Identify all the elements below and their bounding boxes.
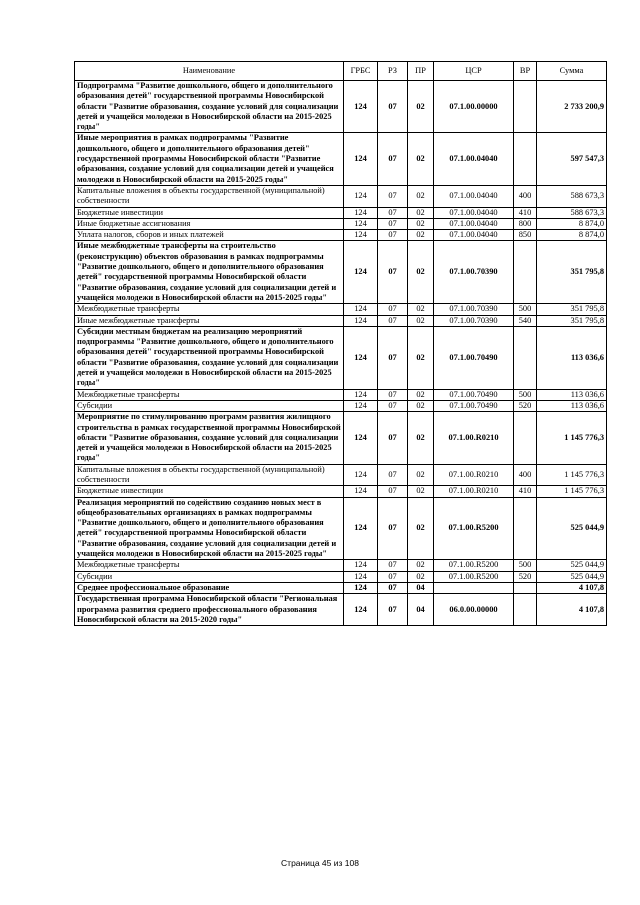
column-header-rz: РЗ: [378, 62, 408, 81]
cell-grbs: 124: [344, 594, 378, 626]
cell-rz: 07: [378, 230, 408, 241]
table-row: [75, 497, 607, 560]
cell-name: Капитальные вложения в объекты государственной (муниципальной) собственности: [75, 185, 344, 207]
table-row: [75, 207, 607, 218]
cell-csr: 07.1.00.R0210: [434, 464, 514, 486]
cell-rz: 07: [378, 571, 408, 582]
cell-pr: 02: [408, 304, 434, 315]
table-row: [75, 81, 607, 133]
cell-sum: 525 044,9: [537, 571, 607, 582]
table-row: [75, 571, 607, 582]
cell-sum: 351 795,8: [537, 315, 607, 326]
cell-pr: 02: [408, 560, 434, 571]
cell-rz: 07: [378, 241, 408, 304]
table-header-row: [75, 62, 607, 81]
table-row: [75, 464, 607, 486]
table-row: [75, 185, 607, 207]
cell-rz: 07: [378, 497, 408, 560]
table-row: [75, 230, 607, 241]
cell-pr: 02: [408, 464, 434, 486]
cell-vr: 400: [514, 185, 537, 207]
cell-name: Подпрограмма "Развитие дошкольного, общего и дополнительного образования детей" государственной программы Новосибирской области "Развитие образования, создание условий для социализации детей и учащейся молодежи в Новосибирской области на 2015-2025 годы": [75, 81, 344, 133]
cell-name: Капитальные вложения в объекты государственной (муниципальной) собственности: [75, 464, 344, 486]
table-row: [75, 241, 607, 304]
column-header-name: Наименование: [75, 62, 344, 81]
cell-grbs: 124: [344, 241, 378, 304]
cell-pr: 02: [408, 412, 434, 464]
cell-sum: 588 673,3: [537, 185, 607, 207]
cell-sum: 113 036,6: [537, 400, 607, 411]
cell-csr: 07.1.00.R0210: [434, 486, 514, 497]
cell-name: Иные межбюджетные трансферты: [75, 315, 344, 326]
cell-rz: 07: [378, 218, 408, 229]
cell-vr: [514, 594, 537, 626]
cell-vr: 400: [514, 464, 537, 486]
cell-vr: 800: [514, 218, 537, 229]
cell-name: Бюджетные инвестиции: [75, 207, 344, 218]
cell-sum: 2 733 200,9: [537, 81, 607, 133]
column-header-sum: Сумма: [537, 62, 607, 81]
table-row: [75, 412, 607, 464]
cell-csr: 07.1.00.04040: [434, 230, 514, 241]
cell-grbs: 124: [344, 207, 378, 218]
cell-csr: 07.1.00.70490: [434, 400, 514, 411]
cell-sum: 1 145 776,3: [537, 486, 607, 497]
cell-vr: 500: [514, 560, 537, 571]
cell-vr: 540: [514, 315, 537, 326]
cell-vr: [514, 241, 537, 304]
cell-rz: 07: [378, 133, 408, 185]
table-row: [75, 389, 607, 400]
cell-vr: 520: [514, 400, 537, 411]
table-row: [75, 400, 607, 411]
cell-sum: 8 874,0: [537, 218, 607, 229]
cell-grbs: 124: [344, 464, 378, 486]
cell-vr: 410: [514, 486, 537, 497]
table-row: [75, 326, 607, 389]
cell-pr: 02: [408, 315, 434, 326]
cell-grbs: 124: [344, 315, 378, 326]
table-row: [75, 218, 607, 229]
cell-name: Иные межбюджетные трансферты на строительство (реконструкцию) объектов образования в рамках подпрограммы "Развитие дошкольного, общего и дополнительного образования детей" государственной программы Новосибирской области "Развитие образования, создание условий для социализации детей и учащейся молодежи в Новосибирской области на 2015-2025 годы": [75, 241, 344, 304]
cell-csr: 07.1.00.00000: [434, 81, 514, 133]
cell-csr: 06.0.00.00000: [434, 594, 514, 626]
cell-vr: 850: [514, 230, 537, 241]
cell-rz: 07: [378, 326, 408, 389]
cell-pr: 04: [408, 582, 434, 593]
cell-pr: 02: [408, 230, 434, 241]
cell-csr: 07.1.00.70490: [434, 389, 514, 400]
table-row: [75, 560, 607, 571]
cell-pr: 02: [408, 326, 434, 389]
cell-name: Иные мероприятия в рамках подпрограммы "Развитие дошкольного, общего и дополнительного образования детей" государственной программы Новосибирской области "Развитие образования, создание условий для социализации детей и учащейся молодежи в Новосибирской области на 2015-2025 годы": [75, 133, 344, 185]
cell-name: Субсидии: [75, 400, 344, 411]
cell-vr: [514, 497, 537, 560]
cell-sum: 113 036,6: [537, 326, 607, 389]
cell-vr: [514, 582, 537, 593]
column-header-csr: ЦСР: [434, 62, 514, 81]
cell-csr: 07.1.00.70390: [434, 315, 514, 326]
column-header-grbs: ГРБС: [344, 62, 378, 81]
cell-grbs: 124: [344, 412, 378, 464]
cell-name: Уплата налогов, сборов и иных платежей: [75, 230, 344, 241]
cell-rz: 07: [378, 594, 408, 626]
cell-pr: 02: [408, 207, 434, 218]
cell-name: Иные бюджетные ассигнования: [75, 218, 344, 229]
cell-csr: 07.1.00.R5200: [434, 560, 514, 571]
cell-name: Бюджетные инвестиции: [75, 486, 344, 497]
cell-name: Межбюджетные трансферты: [75, 560, 344, 571]
cell-pr: 02: [408, 486, 434, 497]
table-row: [75, 486, 607, 497]
cell-name: Среднее профессиональное образование: [75, 582, 344, 593]
cell-sum: 525 044,9: [537, 560, 607, 571]
cell-rz: 07: [378, 389, 408, 400]
cell-grbs: 124: [344, 582, 378, 593]
cell-sum: 113 036,6: [537, 389, 607, 400]
table-row: [75, 582, 607, 593]
table-row: [75, 133, 607, 185]
cell-rz: 07: [378, 464, 408, 486]
cell-name: Государственная программа Новосибирской области "Региональная программа развития среднего профессионального образования Новосибирской области на 2015-2020 годы": [75, 594, 344, 626]
page-number: Страница 45 из 108: [281, 858, 359, 868]
cell-rz: 07: [378, 412, 408, 464]
table-row: [75, 594, 607, 626]
table-row: [75, 304, 607, 315]
cell-csr: 07.1.00.04040: [434, 218, 514, 229]
cell-pr: 04: [408, 594, 434, 626]
cell-grbs: 124: [344, 185, 378, 207]
cell-sum: 588 673,3: [537, 207, 607, 218]
cell-grbs: 124: [344, 304, 378, 315]
cell-csr: 07.1.00.04040: [434, 133, 514, 185]
cell-csr: [434, 582, 514, 593]
cell-grbs: 124: [344, 486, 378, 497]
cell-name: Межбюджетные трансферты: [75, 389, 344, 400]
cell-grbs: 124: [344, 560, 378, 571]
cell-pr: 02: [408, 571, 434, 582]
cell-rz: 07: [378, 582, 408, 593]
cell-sum: 597 547,3: [537, 133, 607, 185]
cell-grbs: 124: [344, 326, 378, 389]
cell-name: Межбюджетные трансферты: [75, 304, 344, 315]
cell-pr: 02: [408, 81, 434, 133]
cell-vr: 410: [514, 207, 537, 218]
cell-pr: 02: [408, 185, 434, 207]
cell-rz: 07: [378, 207, 408, 218]
cell-grbs: 124: [344, 81, 378, 133]
cell-vr: [514, 133, 537, 185]
cell-pr: 02: [408, 497, 434, 560]
cell-grbs: 124: [344, 400, 378, 411]
cell-vr: [514, 81, 537, 133]
cell-rz: 07: [378, 81, 408, 133]
cell-sum: 525 044,9: [537, 497, 607, 560]
cell-sum: 351 795,8: [537, 304, 607, 315]
table-row: [75, 315, 607, 326]
cell-grbs: 124: [344, 230, 378, 241]
budget-table: [74, 61, 607, 626]
column-header-pr: ПР: [408, 62, 434, 81]
cell-csr: 07.1.00.R5200: [434, 571, 514, 582]
cell-grbs: 124: [344, 571, 378, 582]
cell-sum: 1 145 776,3: [537, 464, 607, 486]
cell-pr: 02: [408, 389, 434, 400]
cell-rz: 07: [378, 304, 408, 315]
cell-rz: 07: [378, 560, 408, 571]
cell-sum: 1 145 776,3: [537, 412, 607, 464]
cell-rz: 07: [378, 315, 408, 326]
cell-vr: 500: [514, 389, 537, 400]
cell-pr: 02: [408, 133, 434, 185]
cell-sum: 351 795,8: [537, 241, 607, 304]
cell-sum: 4 107,8: [537, 594, 607, 626]
cell-csr: 07.1.00.70390: [434, 241, 514, 304]
cell-name: Субсидии местным бюджетам на реализацию мероприятий подпрограммы "Развитие дошкольного, общего и дополнительного образования детей" государственной программы Новосибирской области "Развитие образования, создание условий для социализации детей и учащейся молодежи в Новосибирской области на 2015-2025 годы": [75, 326, 344, 389]
column-header-vr: ВР: [514, 62, 537, 81]
cell-grbs: 124: [344, 497, 378, 560]
cell-rz: 07: [378, 400, 408, 411]
cell-csr: 07.1.00.04040: [434, 207, 514, 218]
cell-csr: 07.1.00.70490: [434, 326, 514, 389]
table-body: [75, 81, 607, 626]
cell-csr: 07.1.00.04040: [434, 185, 514, 207]
cell-grbs: 124: [344, 133, 378, 185]
cell-pr: 02: [408, 218, 434, 229]
cell-csr: 07.1.00.R5200: [434, 497, 514, 560]
cell-rz: 07: [378, 185, 408, 207]
cell-pr: 02: [408, 241, 434, 304]
cell-rz: 07: [378, 486, 408, 497]
cell-pr: 02: [408, 400, 434, 411]
cell-csr: 07.1.00.70390: [434, 304, 514, 315]
cell-vr: [514, 412, 537, 464]
cell-name: Реализация мероприятий по содействию созданию новых мест в общеобразовательных организациях в рамках подпрограммы "Развитие дошкольного, общего и дополнительного образования детей" государственной программы Новосибирской области "Развитие образования, создание условий для социализации детей и учащейся молодежи в Новосибирской области на 2015-2025 годы": [75, 497, 344, 560]
cell-sum: 4 107,8: [537, 582, 607, 593]
cell-vr: 500: [514, 304, 537, 315]
cell-sum: 8 874,0: [537, 230, 607, 241]
cell-csr: 07.1.00.R0210: [434, 412, 514, 464]
cell-grbs: 124: [344, 389, 378, 400]
cell-name: Субсидии: [75, 571, 344, 582]
cell-vr: 520: [514, 571, 537, 582]
cell-vr: [514, 326, 537, 389]
cell-grbs: 124: [344, 218, 378, 229]
cell-name: Мероприятие по стимулированию программ развития жилищного строительства в рамках государственной программы Новосибирской области "Развитие образования, создание условий для социализации детей и учащейся молодежи в Новосибирской области на 2015-2025 годы": [75, 412, 344, 464]
